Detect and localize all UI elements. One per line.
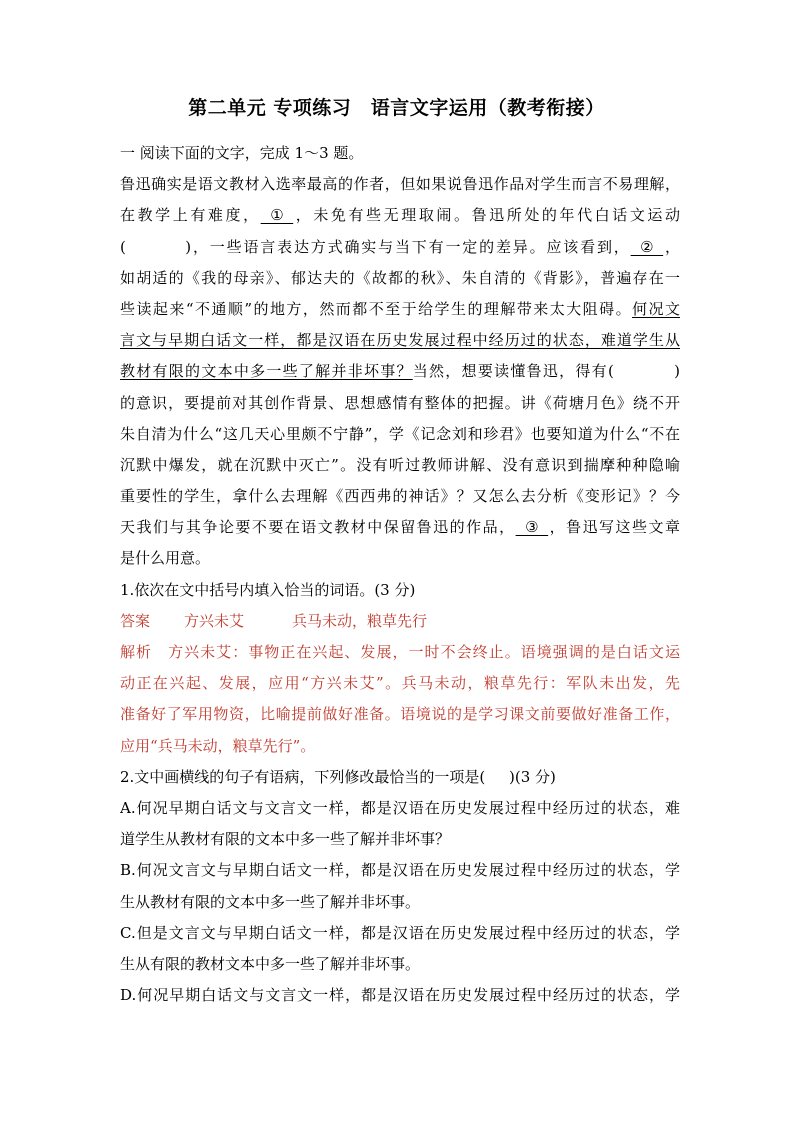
passage-line [120,294,680,325]
option-a: A.何况早期白话文与文言文一样，都是汉语在历史发展过程中经历过的状态，难 [120,798,680,817]
passage-line: 重要性的学生，拿什么去理解《西西弗的神话》？又怎么去分析《变形记》？今 [120,487,680,506]
underlined-sentence: 言文与早期白话文一样，都是汉语在历史发展过程中经历过的状态，难道学生从 [120,331,680,350]
passage-line: 如胡适的《我的母亲》、郁达夫的《故都的秋》、朱自清的《背影》，普遍存在一 [120,268,680,287]
blank-1: ① [260,206,294,225]
underlined-sentence: 何况文 [632,299,680,318]
passage-text: )，一些语言表达方式确实与当下有一定的差异。应该看到， [185,237,631,256]
document-body [120,138,680,1011]
page-title: 第二单元 专项练习 语言文字运用（教考衔接） [188,97,605,119]
passage-text: 在教学上有难度， [120,206,261,225]
passage-line [120,232,680,263]
question-1-analysis: 解析 方兴未艾：事物正在兴起、发展，一时不会终止。语境强调的是白话文运 [120,643,680,661]
question-1-answer [120,606,680,637]
blank-2: ② [630,237,664,256]
question-1-analysis: 准备好了军用物资，比喻提前做好准备。语境说的是学习课文前要做好准备工作， [120,705,680,724]
reading-passage [120,169,680,574]
passage-line: 鲁迅确实是语文教材入选率最高的作者，但如果说鲁迅作品对学生而言不易理解， [120,175,680,194]
option-c: 生从有限的教材文本中多一些了解并非坏事。 [120,954,421,973]
passage-line: 是什么用意。 [120,549,211,568]
passage-line: 朱自清为什么“这几天心里颇不宁静”，学《记念刘和珍君》也要知道为什么“不在 [120,424,680,443]
option-b: 生从教材有限的文本中多一些了解并非坏事。 [120,892,421,911]
question-2-text [120,762,680,793]
passage-text: ，鲁迅写这些文章 [548,518,680,537]
answer-label: 答案 [120,611,151,630]
question-1-analysis: 应用“兵马未动，粮草先行”。 [120,736,316,755]
passage-text: 天我们与其争论要不要在语文教材中保留鲁迅的作品， [120,518,516,537]
blank-3: ③ [515,518,549,537]
question-1-text: 1.依次在文中括号内填入恰当的词语。(3 分) [120,580,416,599]
option-b: B.何况文言文与早期白话文一样，都是汉语在历史发展过程中经历过的状态，学 [120,861,680,880]
passage-line [120,356,680,387]
passage-line: 沉默中爆发，就在沉默中灭亡”。没有听过教师讲解、没有意识到揣摩种种隐喻 [120,455,680,474]
option-d: D.何况早期白话文与文言文一样，都是汉语在历史发展过程中经历过的状态，学 [120,986,680,1005]
fill-paren-2 [614,362,674,380]
question-1 [120,575,680,762]
fill-paren-1 [126,238,185,256]
section-heading: 一 阅读下面的文字，完成 1～3 题。 [120,144,364,162]
passage-line [120,512,680,543]
passage-text: 些读起来“不通顺”的地方，然而都不至于给学生的理解带来太大阻碍。 [120,299,633,318]
answer-2: 兵马未动，粮草先行 [292,611,428,630]
passage-line [120,325,680,356]
answer-1: 方兴未艾 [184,611,245,630]
underlined-sentence: 教材有限的文本中多一些了解并非坏事？ [120,362,413,381]
passage-text: ) [674,362,680,381]
passage-text: ，未免有些无理取闹。鲁迅所处的年代白话文运动 [293,206,680,225]
passage-line: 的意识，要提前对其创作背景、思想感情有整体的把握。讲《荷塘月色》绕不开 [120,393,680,412]
question-2 [120,762,680,1012]
question-text: 2.文中画横线的句子有语病，下列修改最恰当的一项是( [120,767,486,786]
passage-text: ， [663,237,680,256]
passage-line [120,200,680,231]
passage-text: ( [120,237,126,256]
answer-paren [485,768,509,786]
question-text: )(3 分) [509,767,556,786]
question-1-analysis: 动正在兴起、发展，应用“方兴未艾”。兵马未动，粮草先行：军队未出发，先 [120,674,680,693]
passage-text: 当然，想要读懂鲁迅，得有( [412,362,614,381]
option-a: 道学生从教材有限的文本中多一些了解并非坏事？ [120,830,451,849]
option-c: C.但是文言文与早期白话文一样，都是汉语在历史发展过程中经历过的状态，学 [120,923,680,942]
